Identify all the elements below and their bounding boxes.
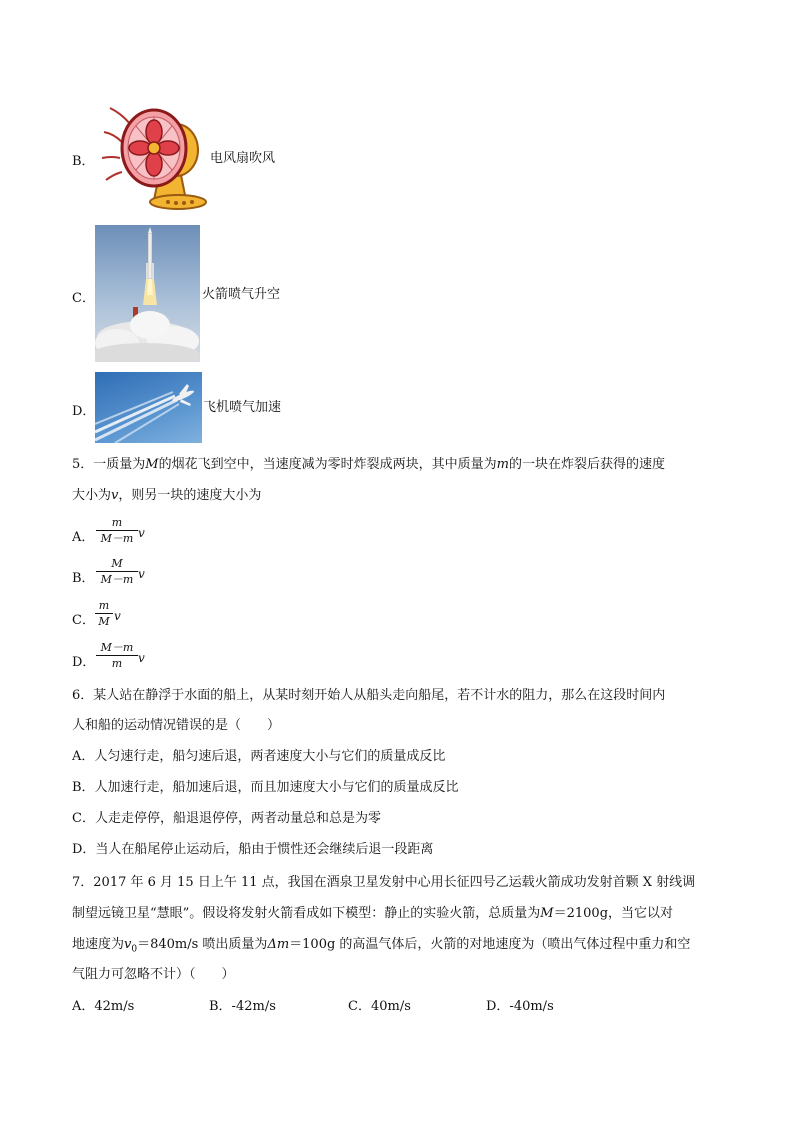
fraction-denominator: m [111, 657, 123, 670]
q7-stem-line3 [72, 935, 690, 960]
option-b-caption: 电风扇吹风 [210, 151, 276, 166]
fraction-denominator: M－m [100, 532, 134, 545]
q5-option-a-v: v [138, 526, 145, 540]
q5-option-c-v: v [114, 609, 121, 623]
fraction-denominator: M－m [100, 573, 134, 586]
q6-option-b: B．人加速行走，船加速后退，而且加速度大小与它们的质量成反比 [72, 780, 459, 795]
q7-text: 地速度为 [72, 937, 125, 952]
q5-var-M: M [145, 457, 159, 472]
q7-stem-line1: 7．2017 年 6 月 15 日上午 11 点，我国在酒泉卫星发射中心用长征四号乙运载火箭成功发射首颗 X 射线调 [72, 875, 696, 890]
rocket-launch-photo [95, 225, 200, 362]
q7-text: 制望远镜卫星“慧眼”。假设将发射火箭看成如下模型：静止的实验火箭，总质量为 [72, 906, 541, 921]
q7-option-c: C．40m/s [348, 999, 411, 1014]
q5-option-a-fraction [96, 516, 138, 545]
fraction-denominator: M [98, 615, 110, 628]
option-c-caption: 火箭喷气升空 [202, 287, 281, 302]
q7-text: ＝100g 的高温气体后，火箭的对地速度为（喷出气体过程中重力和空 [289, 937, 691, 952]
q5-option-d-letter: D． [72, 655, 96, 670]
q5-option-c-letter: C． [72, 613, 95, 628]
q5-text: 大小为 [72, 488, 112, 503]
option-c-letter: C． [72, 291, 95, 306]
q6-option-d: D．当人在船尾停止运动后，船由于惯性还会继续后退一段距离 [72, 842, 434, 857]
option-d-letter: D． [72, 404, 96, 419]
q6-stem-line2: 人和船的运动情况错误的是（ ） [72, 718, 281, 733]
q5-option-c-fraction [95, 599, 113, 628]
q5-text: 的一块在炸裂后获得的速度 [508, 457, 665, 472]
option-b-letter: B． [72, 154, 95, 169]
q6-option-a: A．人匀速行走，船匀速后退，两者速度大小与它们的质量成反比 [72, 749, 446, 764]
q5-text: 5．一质量为 [72, 457, 146, 472]
q5-var-v: v [111, 488, 119, 503]
option-d-caption: 飞机喷气加速 [203, 400, 282, 415]
fraction-numerator: m [111, 516, 123, 529]
q5-option-b-fraction [96, 557, 138, 586]
q7-option-b: B．-42m/s [209, 999, 276, 1014]
q7-stem-line4: 气阻力可忽略不计）（ ） [72, 967, 235, 982]
q7-var-M: M [540, 906, 554, 921]
q5-var-m: m [496, 457, 509, 472]
q7-text: ＝840m/s 喷出质量为 [137, 937, 268, 952]
q7-option-d: D．-40m/s [486, 999, 554, 1014]
q5-stem-line1 [72, 455, 665, 475]
q5-option-d-fraction [96, 641, 138, 670]
q7-option-a: A．42m/s [72, 999, 135, 1014]
q6-option-c: C．人走走停停，船退退停停，两者动量总和总是为零 [72, 811, 381, 826]
q5-option-d-v: v [138, 651, 145, 665]
q5-option-b-v: v [138, 567, 145, 581]
electric-fan-icon [100, 100, 208, 212]
q5-stem-line2 [72, 486, 261, 506]
q7-var-v: v [124, 937, 132, 952]
q7-subscript: 0 [131, 944, 138, 955]
q7-stem-line2 [72, 904, 673, 924]
q7-var-delta-m: Δm [267, 937, 290, 952]
fraction-numerator: M－m [100, 641, 134, 654]
q5-option-b-letter: B． [72, 571, 95, 586]
q5-text: ，则另一块的速度大小为 [118, 488, 262, 503]
q5-option-a-letter: A． [72, 530, 95, 545]
airplane-contrail-photo [95, 372, 202, 443]
q6-stem-line1: 6．某人站在静浮于水面的船上，从某时刻开始人从船头走向船尾，若不计水的阻力，那么在这段时间内 [72, 688, 666, 703]
fraction-numerator: M [111, 557, 123, 570]
fraction-numerator: m [98, 599, 110, 612]
q5-text: 的烟花飞到空中，当速度减为零时炸裂成两块，其中质量为 [158, 457, 497, 472]
q7-text: ＝2100g，当它以对 [553, 906, 674, 921]
